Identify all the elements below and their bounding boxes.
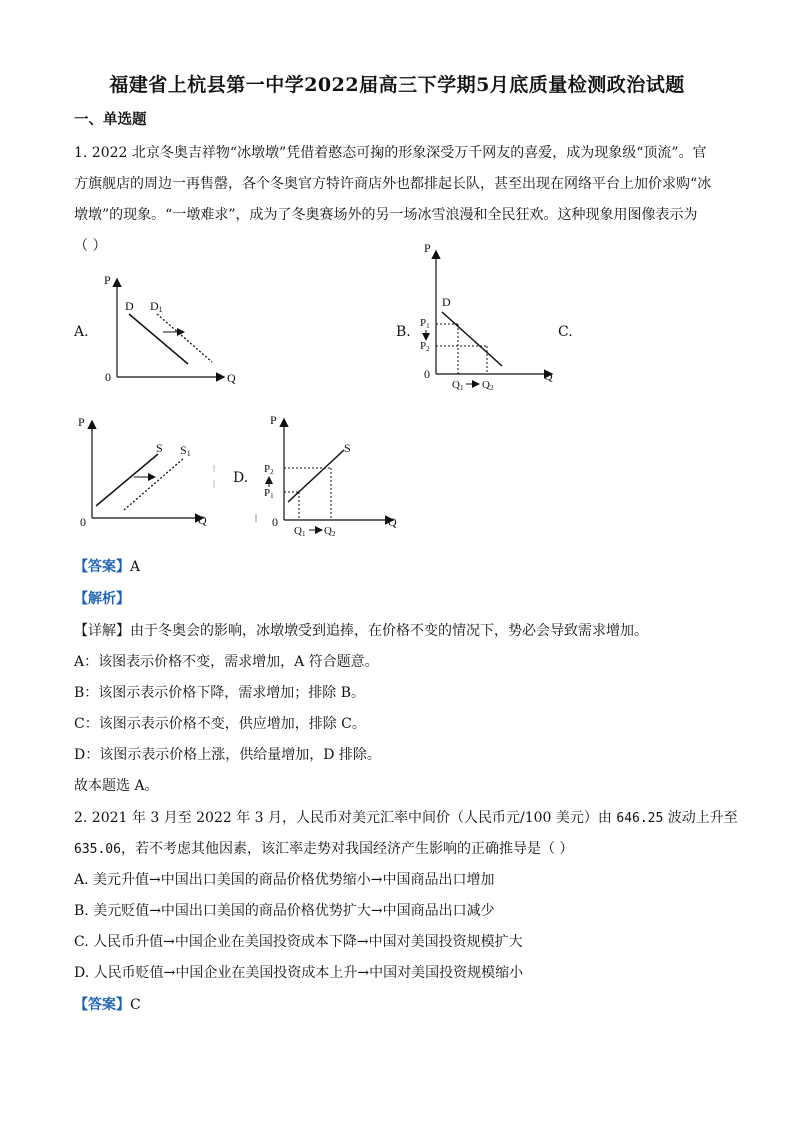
option-a-label[interactable]: A. xyxy=(74,324,89,340)
axis-p-label: P xyxy=(270,413,277,427)
axis-q-label: Q xyxy=(198,513,207,527)
demand-curve-d xyxy=(442,312,502,366)
demand-curve-d1 xyxy=(157,314,212,362)
axis-q-label: Q xyxy=(227,371,236,385)
option-b-label[interactable]: B. xyxy=(396,324,411,340)
p2-label: P2 xyxy=(264,463,274,476)
demand-curve-d xyxy=(129,314,188,364)
curve-d1-label: D1 xyxy=(150,299,163,314)
q1-stem-line-2: 方旗舰店的周边一再售罄，各个冬奥官方特许商店外也都排起长队，甚至出现在网络平台上加价求购“冰 xyxy=(74,176,712,192)
q1-label: Q1 xyxy=(452,379,464,392)
q2-option-d[interactable]: D. 人民币贬值→中国企业在美国投资成本上升→中国对美国投资规模缩小 xyxy=(74,965,524,981)
q1-label: Q1 xyxy=(294,525,306,538)
p1-label: P1 xyxy=(420,317,430,330)
origin-label: 0 xyxy=(105,370,111,384)
q1-answer-line xyxy=(74,556,140,576)
q1-detail-line: 【详解】由于冬奥会的影响，冰墩墩受到追捧，在价格不变的情况下，势必会导致需求增加。 xyxy=(74,623,648,639)
option-c-graph xyxy=(74,410,224,535)
q1-analysis-heading: 【解析】 xyxy=(74,591,130,607)
p2-label: P2 xyxy=(420,340,430,353)
axis-q-label: Q xyxy=(388,515,397,529)
q1-conclusion: 故本题选 A。 xyxy=(74,778,159,794)
q2-label: Q2 xyxy=(324,525,336,538)
option-c-label[interactable]: C. xyxy=(558,324,573,340)
q2-option-a[interactable]: A. 美元升值→中国出口美国的商品价格优势缩小→中国商品出口增加 xyxy=(74,872,495,888)
axis-p-label: P xyxy=(104,273,111,287)
curve-d-label: D xyxy=(125,299,134,313)
supply-curve-s xyxy=(288,450,344,502)
rate-to: 635.06 xyxy=(74,842,121,857)
curve-s1-label: S1 xyxy=(180,443,191,458)
q1-explanation-b: B：该图示表示价格下降，需求增加；排除 B。 xyxy=(74,685,366,701)
q1-stem-line-4: （ ） xyxy=(74,238,107,254)
q2-option-b[interactable]: B. 美元贬值→中国出口美国的商品价格优势扩大→中国商品出口减少 xyxy=(74,903,495,919)
q2-answer: C xyxy=(130,997,141,1013)
q1-stem-line-3: 墩墩”的现象。“一墩难求”，成为了冬奥赛场外的另一场冰雪浪漫和全民狂欢。这种现象用图像表示为 xyxy=(74,207,698,223)
curve-d-label: D xyxy=(442,295,451,309)
q2-label: Q2 xyxy=(482,379,494,392)
origin-label: 0 xyxy=(80,515,86,529)
page-title: 福建省上杭县第一中学2022届高三下学期5月底质量检测政治试题 xyxy=(109,74,685,96)
q2-option-c[interactable]: C. 人民币升值→中国企业在美国投资成本下降→中国对美国投资规模扩大 xyxy=(74,934,523,950)
axis-q-label: Q xyxy=(544,369,553,383)
q1-explanation-d: D：该图示表示价格上涨，供给量增加，D 排除。 xyxy=(74,747,381,763)
supply-curve-s xyxy=(96,454,158,506)
axis-p-label: P xyxy=(424,241,431,255)
p1-label: P1 xyxy=(264,487,274,500)
q1-explanation-c: C：该图示表示价格不变，供应增加，排除 C。 xyxy=(74,716,366,732)
axis-p-label: P xyxy=(78,415,85,429)
option-a-graph xyxy=(95,262,255,392)
q1-stem-line-1: 1. 2022 北京冬奥吉祥物“冰墩墩”凭借着憨态可掬的形象深受万千网友的喜爱，成为现象级“顶流”。官 xyxy=(74,145,707,161)
origin-label: 0 xyxy=(424,367,430,381)
q2-answer-line xyxy=(74,994,141,1014)
option-d-label[interactable]: D. xyxy=(233,470,249,486)
curve-s-label: S xyxy=(344,441,351,455)
q1-answer: A xyxy=(130,559,141,575)
section-heading: 一、单选题 xyxy=(74,111,147,128)
q2-stem-line-1: 2. 2021 年 3 月至 2022 年 3 月，人民币对美元汇率中间价（人民币元/100 美元）由 646.25 波动上升至 xyxy=(74,810,738,826)
answer-tag: 【答案】 xyxy=(74,559,130,575)
q2-stem-line-2: 635.06，若不考虑其他因素，该汇率走势对我国经济产生影响的正确推导是（ ） xyxy=(74,841,574,857)
origin-label: 0 xyxy=(272,515,278,529)
supply-curve-s1 xyxy=(124,458,184,510)
rate-from: 646.25 xyxy=(616,811,664,826)
q1-explanation-a: A：该图表示价格不变，需求增加，A 符合题意。 xyxy=(74,654,379,670)
detail-tag: 【详解】 xyxy=(74,623,130,639)
option-b-graph xyxy=(416,236,566,396)
answer-tag: 【答案】 xyxy=(74,997,130,1013)
option-d-graph xyxy=(252,410,402,540)
curve-s-label: S xyxy=(156,441,163,455)
